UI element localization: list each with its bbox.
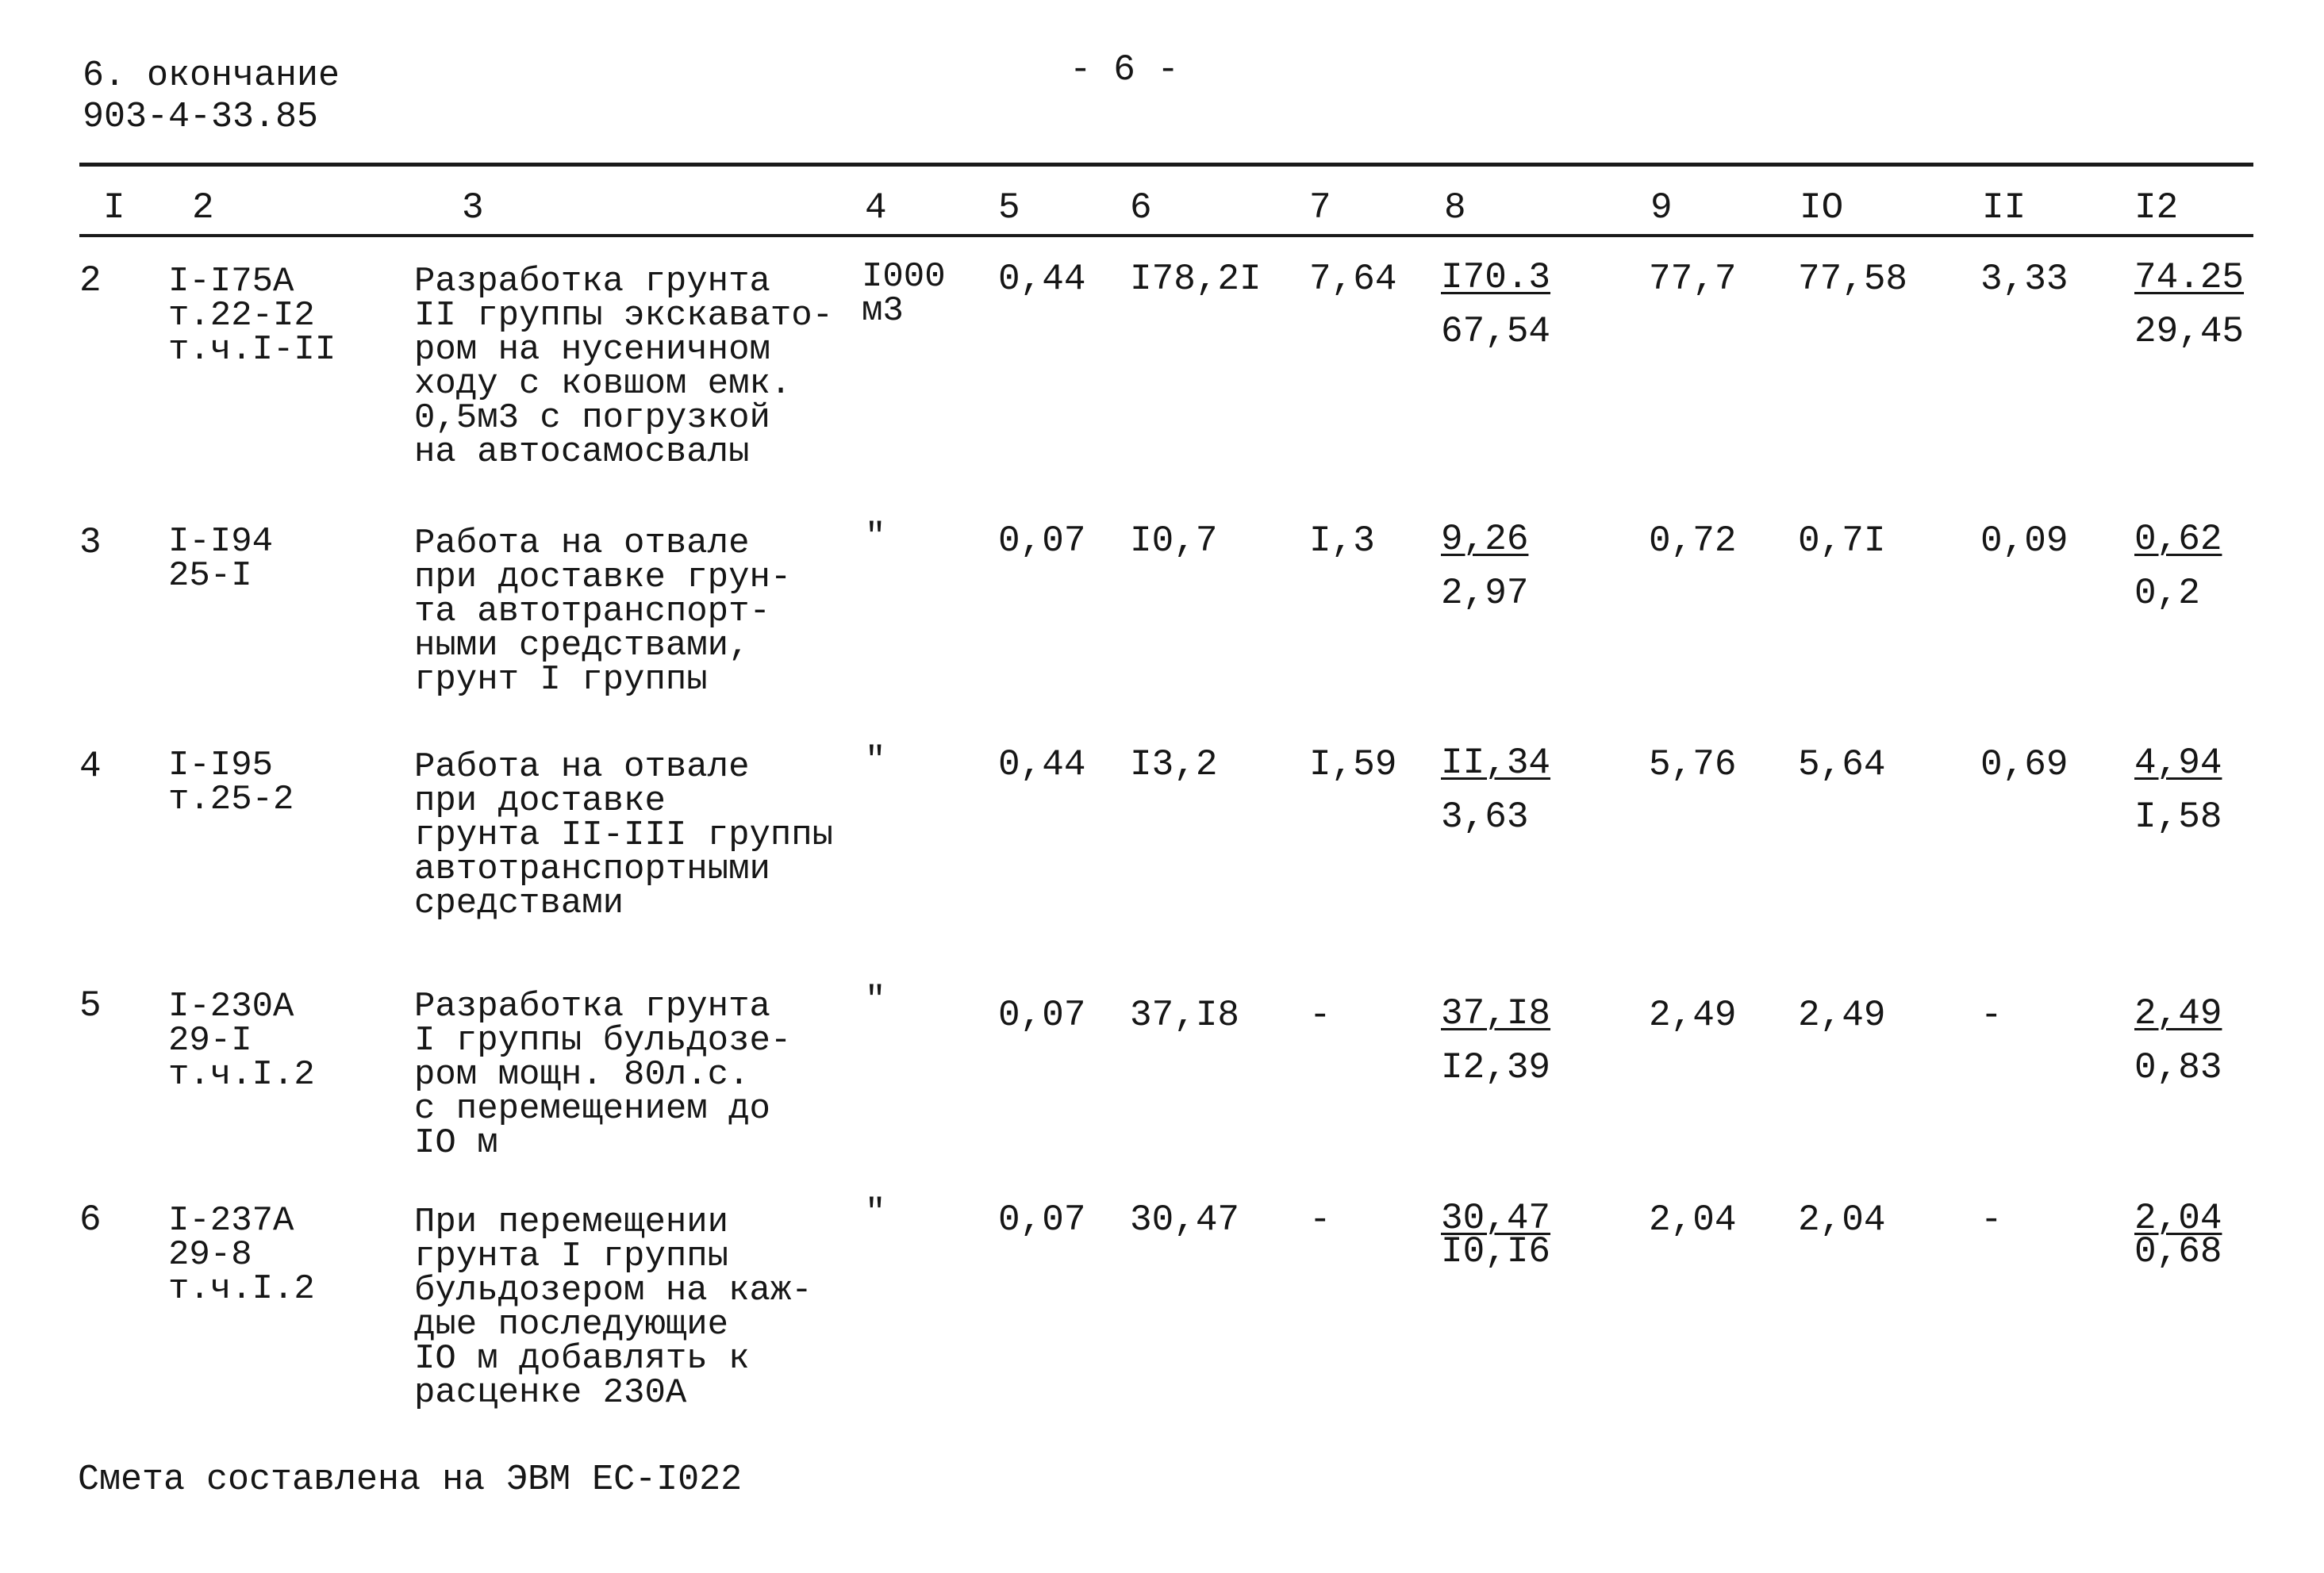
unit: I000 м3	[862, 257, 946, 331]
row-number: 5	[79, 985, 102, 1026]
col-7-value: 7,64	[1309, 259, 1397, 300]
col-9-value: 77,7	[1649, 259, 1737, 300]
column-header: 3	[462, 187, 484, 228]
col-11-value: 0,69	[1980, 744, 2069, 785]
col-7-value: I,59	[1309, 744, 1397, 785]
unit-cost: I78,2I	[1130, 259, 1262, 300]
work-description: Разработка грунта I группы бульдозе- ром мощн. 80л.с. с перемещением до IO м	[414, 987, 792, 1163]
col-11-value: 0,09	[1980, 520, 2069, 562]
col-12-bottom: 0,83	[2134, 1047, 2222, 1088]
col-12-bottom: 0,68	[2134, 1231, 2222, 1272]
row-number: 3	[79, 522, 102, 563]
col-12-fraction	[2134, 744, 2222, 836]
col-12-fraction	[2134, 259, 2244, 351]
col-10-value: 2,49	[1798, 995, 1886, 1036]
col-10-value: 77,58	[1798, 259, 1908, 300]
col-8-top: 37,I8	[1441, 993, 1551, 1034]
unit: "	[865, 980, 886, 1020]
col-8-fraction	[1441, 995, 1550, 1087]
work-description: Работа на отвале при доставке грунта II-III группы автотранспортными средствами	[414, 747, 834, 923]
quantity: 0,07	[998, 995, 1086, 1036]
col-12-top: 2,49	[2134, 993, 2222, 1034]
col-8-fraction	[1441, 259, 1550, 351]
col-8-top: 9,26	[1441, 519, 1529, 560]
col-12-top: 0,62	[2134, 519, 2222, 560]
col-8-top: I70.3	[1441, 257, 1551, 298]
unit-cost: 30,47	[1130, 1199, 1240, 1241]
col-12-bottom: 29,45	[2134, 311, 2245, 352]
quantity: 0,44	[998, 744, 1086, 785]
col-11-value: 3,33	[1980, 259, 2069, 300]
col-11-value: -	[1980, 995, 2003, 1036]
col-8-fraction	[1441, 744, 1550, 836]
page-number: - 6 -	[1070, 49, 1180, 90]
column-header: II	[1982, 187, 2026, 228]
sheet-label: 6. окончание	[83, 56, 340, 96]
col-12-top: 4,94	[2134, 742, 2222, 784]
col-9-value: 2,04	[1649, 1199, 1737, 1241]
col-7-value: -	[1309, 1199, 1331, 1241]
col-10-value: 0,7I	[1798, 520, 1886, 562]
rate-code: I-I95 т.25-2	[168, 746, 294, 819]
quantity: 0,44	[998, 259, 1086, 300]
col-8-fraction	[1441, 520, 1528, 612]
column-header: 8	[1444, 187, 1466, 228]
table-header-rule	[79, 234, 2253, 237]
work-description: При перемещении грунта I группы бульдозером на каж- дые последующие IO м добавлять к расценке 230A	[414, 1203, 812, 1413]
col-11-value: -	[1980, 1199, 2003, 1241]
col-9-value: 5,76	[1649, 744, 1737, 785]
document-code: 903-4-33.85	[83, 97, 319, 137]
column-header: 7	[1309, 187, 1331, 228]
column-header: 2	[192, 187, 214, 228]
rate-code: I-230A 29-I т.ч.I.2	[168, 987, 315, 1095]
unit: "	[865, 1193, 886, 1233]
col-12-fraction	[2134, 995, 2222, 1087]
quantity: 0,07	[998, 520, 1086, 562]
col-8-top: II,34	[1441, 742, 1551, 784]
row-number: 4	[79, 746, 102, 787]
col-12-bottom: 0,2	[2134, 573, 2200, 614]
unit: "	[865, 517, 886, 557]
rate-code: I-I94 25-I	[168, 522, 274, 596]
col-9-value: 0,72	[1649, 520, 1737, 562]
col-8-bottom: 67,54	[1441, 311, 1551, 352]
unit-cost: 37,I8	[1130, 995, 1240, 1036]
column-header: IO	[1800, 187, 1844, 228]
col-10-value: 5,64	[1798, 744, 1886, 785]
column-header: 6	[1130, 187, 1152, 228]
col-8-bottom: 2,97	[1441, 573, 1529, 614]
rate-code: I-I75A т.22-I2 т.ч.I-II	[168, 262, 336, 370]
work-description: Разработка грунта II группы экскавато- ром на нусеничном ходу с ковшом емк. 0,5м3 с погрузкой на автосамосвалы	[414, 262, 834, 472]
footer-note: Смета составлена на ЭВМ ЕС-I022	[78, 1460, 743, 1500]
column-header: 5	[998, 187, 1020, 228]
col-8-bottom: 3,63	[1441, 796, 1529, 838]
col-7-value: I,3	[1309, 520, 1375, 562]
row-number: 2	[79, 260, 102, 301]
col-12-fraction	[2134, 1199, 2222, 1271]
col-10-value: 2,04	[1798, 1199, 1886, 1241]
column-header: I	[103, 187, 125, 228]
col-12-top: 2,04	[2134, 1198, 2222, 1239]
unit-cost: I0,7	[1130, 520, 1218, 562]
rate-code: I-237A 29-8 т.ч.I.2	[168, 1201, 315, 1309]
col-12-bottom: I,58	[2134, 796, 2222, 838]
row-number: 6	[79, 1199, 102, 1241]
col-8-bottom: I0,I6	[1441, 1231, 1551, 1272]
col-9-value: 2,49	[1649, 995, 1737, 1036]
work-description: Работа на отвале при доставке грун- та автотранспорт- ными средствами, грунт I группы	[414, 524, 792, 700]
col-8-bottom: I2,39	[1441, 1047, 1551, 1088]
quantity: 0,07	[998, 1199, 1086, 1241]
table-top-rule	[79, 163, 2253, 167]
unit-cost: I3,2	[1130, 744, 1218, 785]
column-header: 4	[865, 187, 887, 228]
column-header: I2	[2134, 187, 2179, 228]
column-header: 9	[1650, 187, 1673, 228]
col-7-value: -	[1309, 995, 1331, 1036]
col-12-fraction	[2134, 520, 2222, 612]
col-8-top: 30,47	[1441, 1198, 1551, 1239]
col-8-fraction	[1441, 1199, 1550, 1271]
col-12-top: 74.25	[2134, 257, 2245, 298]
unit: "	[865, 741, 886, 781]
